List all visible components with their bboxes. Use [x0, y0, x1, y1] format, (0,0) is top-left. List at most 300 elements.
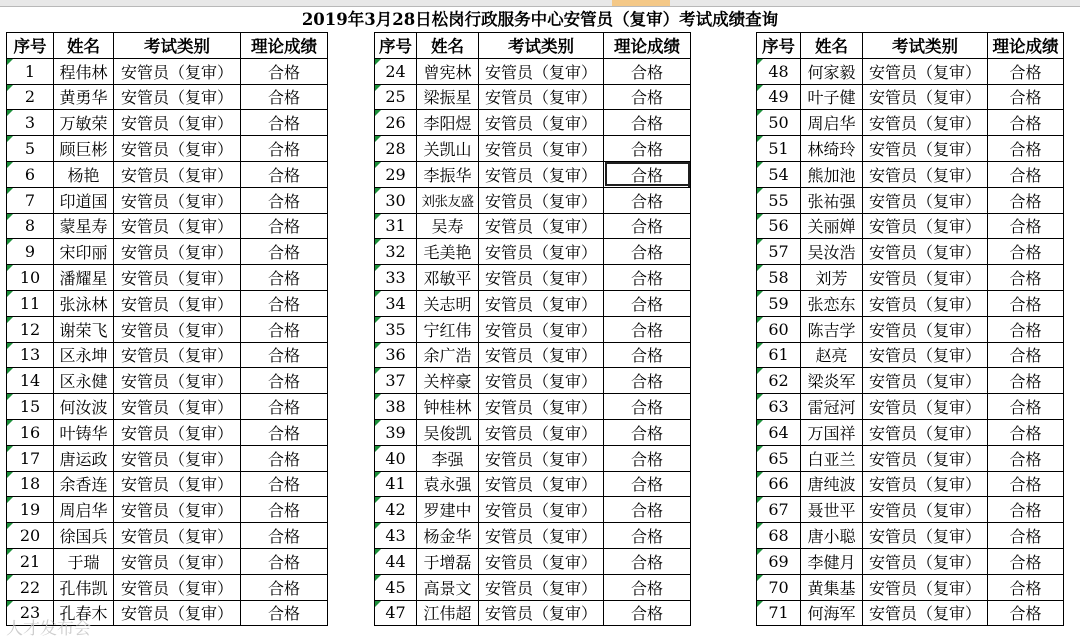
seq-cell[interactable]: 45: [375, 574, 417, 600]
score-cell[interactable]: 合格: [988, 342, 1064, 368]
seq-cell[interactable]: 60: [757, 316, 801, 342]
score-cell[interactable]: 合格: [988, 445, 1064, 471]
score-cell[interactable]: 合格: [241, 523, 328, 549]
category-cell[interactable]: 安管员（复审）: [479, 548, 604, 574]
category-cell[interactable]: 安管员（复审）: [479, 84, 604, 110]
seq-cell[interactable]: 22: [7, 574, 54, 600]
seq-cell[interactable]: 55: [757, 187, 801, 213]
score-cell[interactable]: 合格: [241, 548, 328, 574]
score-cell[interactable]: 合格: [988, 213, 1064, 239]
name-cell[interactable]: 邓敏平: [417, 265, 479, 291]
seq-cell[interactable]: 2: [7, 84, 54, 110]
category-cell[interactable]: 安管员（复审）: [114, 574, 241, 600]
table-row: [375, 497, 691, 523]
seq-cell[interactable]: 28: [375, 136, 417, 162]
name-cell[interactable]: 万敏荣: [54, 110, 114, 136]
seq-cell[interactable]: 59: [757, 290, 801, 316]
column-header[interactable]: 姓名: [417, 33, 479, 59]
category-cell[interactable]: 安管员（复审）: [114, 600, 241, 626]
name-cell[interactable]: 曾宪林: [417, 58, 479, 84]
name-cell[interactable]: 于增磊: [417, 548, 479, 574]
category-cell[interactable]: 安管员（复审）: [479, 368, 604, 394]
seq-cell[interactable]: 37: [375, 368, 417, 394]
seq-cell[interactable]: 16: [7, 419, 54, 445]
seq-cell[interactable]: 54: [757, 161, 801, 187]
seq-cell[interactable]: 17: [7, 445, 54, 471]
name-cell[interactable]: 张祐强: [801, 187, 863, 213]
category-cell[interactable]: 安管员（复审）: [863, 394, 988, 420]
category-cell[interactable]: 安管员（复审）: [863, 110, 988, 136]
name-cell[interactable]: 李强: [417, 445, 479, 471]
score-cell[interactable]: 合格: [241, 316, 328, 342]
category-cell[interactable]: 安管员（复审）: [863, 574, 988, 600]
category-cell[interactable]: 安管员（复审）: [479, 239, 604, 265]
name-cell[interactable]: 罗建中: [417, 497, 479, 523]
category-cell[interactable]: 安管员（复审）: [114, 548, 241, 574]
name-cell[interactable]: 杨金华: [417, 523, 479, 549]
score-cell[interactable]: 合格: [988, 471, 1064, 497]
category-cell[interactable]: 安管员（复审）: [863, 239, 988, 265]
name-cell[interactable]: 余香连: [54, 471, 114, 497]
score-cell[interactable]: 合格: [241, 342, 328, 368]
category-cell[interactable]: 安管员（复审）: [863, 161, 988, 187]
score-cell[interactable]: 合格: [241, 419, 328, 445]
score-cell[interactable]: 合格: [604, 239, 691, 265]
category-cell[interactable]: 安管员（复审）: [863, 84, 988, 110]
name-cell[interactable]: 张恋东: [801, 290, 863, 316]
seq-cell[interactable]: 56: [757, 213, 801, 239]
name-cell[interactable]: 关志明: [417, 290, 479, 316]
seq-cell[interactable]: 33: [375, 265, 417, 291]
table-row: [375, 342, 691, 368]
name-cell[interactable]: 梁炎军: [801, 368, 863, 394]
name-cell[interactable]: 谢荣飞: [54, 316, 114, 342]
seq-cell[interactable]: 5: [7, 136, 54, 162]
category-cell[interactable]: 安管员（复审）: [479, 445, 604, 471]
name-cell[interactable]: 袁永强: [417, 471, 479, 497]
category-cell[interactable]: 安管员（复审）: [114, 523, 241, 549]
name-cell[interactable]: 钟桂林: [417, 394, 479, 420]
name-cell[interactable]: 蒙星寿: [54, 213, 114, 239]
column-header[interactable]: 考试类别: [863, 33, 988, 59]
category-cell[interactable]: 安管员（复审）: [114, 497, 241, 523]
score-cell[interactable]: 合格: [604, 497, 691, 523]
category-cell[interactable]: 安管员（复审）: [479, 265, 604, 291]
score-cell[interactable]: 合格: [988, 419, 1064, 445]
score-cell[interactable]: 合格: [988, 574, 1064, 600]
category-cell[interactable]: 安管员（复审）: [114, 342, 241, 368]
score-cell[interactable]: 合格: [988, 316, 1064, 342]
score-cell[interactable]: 合格: [241, 600, 328, 626]
score-cell[interactable]: 合格: [604, 136, 691, 162]
category-cell[interactable]: 安管员（复审）: [863, 523, 988, 549]
category-cell[interactable]: 安管员（复审）: [863, 419, 988, 445]
seq-cell[interactable]: 43: [375, 523, 417, 549]
seq-cell[interactable]: 39: [375, 419, 417, 445]
category-cell[interactable]: 安管员（复审）: [114, 394, 241, 420]
score-cell[interactable]: 合格: [604, 419, 691, 445]
score-cell[interactable]: 合格: [604, 58, 691, 84]
score-cell[interactable]: 合格: [241, 574, 328, 600]
category-cell[interactable]: 安管员（复审）: [479, 523, 604, 549]
seq-cell[interactable]: 35: [375, 316, 417, 342]
score-cell[interactable]: 合格: [241, 265, 328, 291]
name-cell[interactable]: 杨艳: [54, 161, 114, 187]
seq-cell[interactable]: 42: [375, 497, 417, 523]
score-cell[interactable]: 合格: [988, 265, 1064, 291]
score-cell[interactable]: 合格: [988, 497, 1064, 523]
column-header[interactable]: 序号: [375, 33, 417, 59]
score-cell[interactable]: 合格: [241, 58, 328, 84]
category-cell[interactable]: 安管员（复审）: [479, 213, 604, 239]
category-cell[interactable]: 安管员（复审）: [114, 316, 241, 342]
table-row: [7, 574, 328, 600]
seq-cell[interactable]: 48: [757, 58, 801, 84]
category-cell[interactable]: 安管员（复审）: [114, 110, 241, 136]
name-cell[interactable]: 区永坤: [54, 342, 114, 368]
seq-cell[interactable]: 12: [7, 316, 54, 342]
name-cell[interactable]: 潘耀星: [54, 265, 114, 291]
category-cell[interactable]: 安管员（复审）: [863, 497, 988, 523]
seq-cell[interactable]: 15: [7, 394, 54, 420]
column-header[interactable]: 姓名: [54, 33, 114, 59]
table-row: [757, 394, 1064, 420]
table-row: [375, 58, 691, 84]
score-cell[interactable]: 合格: [988, 110, 1064, 136]
name-cell[interactable]: 孔春木: [54, 600, 114, 626]
category-cell[interactable]: 安管员（复审）: [863, 136, 988, 162]
category-cell[interactable]: 安管员（复审）: [863, 471, 988, 497]
name-cell[interactable]: 毛美艳: [417, 239, 479, 265]
category-cell[interactable]: 安管员（复审）: [863, 58, 988, 84]
score-cell[interactable]: 合格: [604, 84, 691, 110]
table-row: [375, 110, 691, 136]
category-cell[interactable]: 安管员（复审）: [479, 574, 604, 600]
seq-cell[interactable]: 18: [7, 471, 54, 497]
category-cell[interactable]: 安管员（复审）: [863, 445, 988, 471]
score-cell[interactable]: 合格: [241, 394, 328, 420]
seq-cell[interactable]: 26: [375, 110, 417, 136]
seq-cell[interactable]: 41: [375, 471, 417, 497]
score-cell[interactable]: 合格: [604, 110, 691, 136]
category-cell[interactable]: 安管员（复审）: [479, 600, 604, 626]
seq-cell[interactable]: 40: [375, 445, 417, 471]
score-cell[interactable]: 合格: [604, 161, 691, 187]
name-cell[interactable]: 区永健: [54, 368, 114, 394]
name-cell[interactable]: 程伟林: [54, 58, 114, 84]
score-cell[interactable]: 合格: [988, 523, 1064, 549]
seq-cell[interactable]: 21: [7, 548, 54, 574]
name-cell[interactable]: 赵亮: [801, 342, 863, 368]
score-cell[interactable]: 合格: [604, 548, 691, 574]
score-cell[interactable]: 合格: [604, 394, 691, 420]
score-cell[interactable]: 合格: [241, 239, 328, 265]
name-cell[interactable]: 宁红伟: [417, 316, 479, 342]
score-cell[interactable]: 合格: [604, 471, 691, 497]
score-cell[interactable]: 合格: [241, 84, 328, 110]
category-cell[interactable]: 安管员（复审）: [114, 419, 241, 445]
name-cell[interactable]: 江伟超: [417, 600, 479, 626]
column-header[interactable]: 序号: [757, 33, 801, 59]
category-cell[interactable]: 安管员（复审）: [479, 419, 604, 445]
category-cell[interactable]: 安管员（复审）: [114, 58, 241, 84]
score-cell[interactable]: 合格: [241, 213, 328, 239]
table-row: [7, 497, 328, 523]
table-row: [375, 161, 691, 187]
name-cell[interactable]: 顾巨彬: [54, 136, 114, 162]
score-cell[interactable]: 合格: [988, 368, 1064, 394]
name-cell[interactable]: 吴汝浩: [801, 239, 863, 265]
seq-cell[interactable]: 58: [757, 265, 801, 291]
seq-cell[interactable]: 64: [757, 419, 801, 445]
category-cell[interactable]: 安管员（复审）: [114, 136, 241, 162]
name-cell[interactable]: 万国祥: [801, 419, 863, 445]
seq-cell[interactable]: 68: [757, 523, 801, 549]
seq-cell[interactable]: 38: [375, 394, 417, 420]
name-cell[interactable]: 孔伟凯: [54, 574, 114, 600]
category-cell[interactable]: 安管员（复审）: [114, 290, 241, 316]
score-cell[interactable]: 合格: [988, 58, 1064, 84]
name-cell[interactable]: 印道国: [54, 187, 114, 213]
score-cell[interactable]: 合格: [604, 342, 691, 368]
seq-cell[interactable]: 30: [375, 187, 417, 213]
seq-cell[interactable]: 69: [757, 548, 801, 574]
seq-cell[interactable]: 25: [375, 84, 417, 110]
category-cell[interactable]: 安管员（复审）: [114, 265, 241, 291]
category-cell[interactable]: 安管员（复审）: [479, 342, 604, 368]
seq-cell[interactable]: 10: [7, 265, 54, 291]
score-cell[interactable]: 合格: [604, 316, 691, 342]
score-cell[interactable]: 合格: [604, 445, 691, 471]
name-cell[interactable]: 叶铸华: [54, 419, 114, 445]
table-row: [757, 368, 1064, 394]
score-cell[interactable]: 合格: [241, 187, 328, 213]
seq-cell[interactable]: 19: [7, 497, 54, 523]
category-cell[interactable]: 安管员（复审）: [863, 187, 988, 213]
score-cell[interactable]: 合格: [241, 161, 328, 187]
score-cell[interactable]: 合格: [988, 187, 1064, 213]
seq-cell[interactable]: 24: [375, 58, 417, 84]
table-row: [757, 419, 1064, 445]
score-cell[interactable]: 合格: [988, 161, 1064, 187]
table-row: [7, 394, 328, 420]
seq-cell[interactable]: 14: [7, 368, 54, 394]
seq-cell[interactable]: 3: [7, 110, 54, 136]
category-cell[interactable]: 安管员（复审）: [479, 290, 604, 316]
seq-cell[interactable]: 57: [757, 239, 801, 265]
seq-cell[interactable]: 34: [375, 290, 417, 316]
seq-cell[interactable]: 13: [7, 342, 54, 368]
table-row: [375, 290, 691, 316]
name-cell[interactable]: 唐运政: [54, 445, 114, 471]
category-cell[interactable]: 安管员（复审）: [479, 58, 604, 84]
name-cell[interactable]: 余广浩: [417, 342, 479, 368]
name-cell[interactable]: 梁振星: [417, 84, 479, 110]
name-cell[interactable]: 关梓豪: [417, 368, 479, 394]
column-header[interactable]: 姓名: [801, 33, 863, 59]
seq-cell[interactable]: 20: [7, 523, 54, 549]
name-cell[interactable]: 雷冠河: [801, 394, 863, 420]
seq-cell[interactable]: 7: [7, 187, 54, 213]
score-cell[interactable]: 合格: [241, 471, 328, 497]
category-cell[interactable]: 安管员（复审）: [114, 239, 241, 265]
table-row: [757, 445, 1064, 471]
category-cell[interactable]: 安管员（复审）: [114, 161, 241, 187]
seq-cell[interactable]: 61: [757, 342, 801, 368]
seq-cell[interactable]: 9: [7, 239, 54, 265]
seq-cell[interactable]: 44: [375, 548, 417, 574]
seq-cell[interactable]: 63: [757, 394, 801, 420]
category-cell[interactable]: 安管员（复审）: [114, 368, 241, 394]
score-cell[interactable]: 合格: [988, 548, 1064, 574]
name-cell[interactable]: 叶子健: [801, 84, 863, 110]
score-cell[interactable]: 合格: [988, 136, 1064, 162]
score-cell[interactable]: 合格: [241, 136, 328, 162]
column-header[interactable]: 考试类别: [479, 33, 604, 59]
score-cell[interactable]: 合格: [241, 368, 328, 394]
score-cell[interactable]: 合格: [604, 574, 691, 600]
seq-cell[interactable]: 66: [757, 471, 801, 497]
name-cell[interactable]: 徐国兵: [54, 523, 114, 549]
seq-cell[interactable]: 32: [375, 239, 417, 265]
name-cell[interactable]: 吴俊凯: [417, 419, 479, 445]
seq-cell[interactable]: 51: [757, 136, 801, 162]
name-cell[interactable]: 林绮玲: [801, 136, 863, 162]
name-cell[interactable]: 周启华: [54, 497, 114, 523]
category-cell[interactable]: 安管员（复审）: [863, 600, 988, 626]
table-row: [7, 471, 328, 497]
category-cell[interactable]: 安管员（复审）: [114, 445, 241, 471]
name-cell[interactable]: 何海军: [801, 600, 863, 626]
seq-cell[interactable]: 70: [757, 574, 801, 600]
column-header[interactable]: 理论成绩: [241, 33, 328, 59]
category-cell[interactable]: 安管员（复审）: [479, 136, 604, 162]
name-cell[interactable]: 李振华: [417, 161, 479, 187]
name-cell[interactable]: 周启华: [801, 110, 863, 136]
seq-cell[interactable]: 31: [375, 213, 417, 239]
category-cell[interactable]: 安管员（复审）: [114, 84, 241, 110]
score-cell[interactable]: 合格: [241, 110, 328, 136]
name-cell[interactable]: 张泳林: [54, 290, 114, 316]
seq-cell[interactable]: 47: [375, 600, 417, 626]
selected-column-header: [612, 0, 670, 6]
score-cell[interactable]: 合格: [241, 445, 328, 471]
seq-cell[interactable]: 6: [7, 161, 54, 187]
seq-cell[interactable]: 49: [757, 84, 801, 110]
score-cell[interactable]: 合格: [604, 290, 691, 316]
category-cell[interactable]: 安管员（复审）: [479, 497, 604, 523]
seq-cell[interactable]: 36: [375, 342, 417, 368]
score-cell[interactable]: 合格: [988, 290, 1064, 316]
score-cell[interactable]: 合格: [604, 213, 691, 239]
score-cell[interactable]: 合格: [604, 265, 691, 291]
name-cell[interactable]: 何汝波: [54, 394, 114, 420]
name-cell[interactable]: 刘张友盛: [417, 187, 479, 213]
score-cell[interactable]: 合格: [241, 497, 328, 523]
name-cell[interactable]: 关凯山: [417, 136, 479, 162]
category-cell[interactable]: 安管员（复审）: [114, 187, 241, 213]
seq-cell[interactable]: 8: [7, 213, 54, 239]
table-row: [7, 523, 328, 549]
name-cell[interactable]: 黄集基: [801, 574, 863, 600]
category-cell[interactable]: 安管员（复审）: [479, 471, 604, 497]
name-cell[interactable]: 关丽婵: [801, 213, 863, 239]
category-cell[interactable]: 安管员（复审）: [863, 290, 988, 316]
seq-cell[interactable]: 1: [7, 58, 54, 84]
seq-cell[interactable]: 23: [7, 600, 54, 626]
category-cell[interactable]: 安管员（复审）: [479, 316, 604, 342]
name-cell[interactable]: 熊加池: [801, 161, 863, 187]
name-cell[interactable]: 高景文: [417, 574, 479, 600]
name-cell[interactable]: 黄勇华: [54, 84, 114, 110]
category-cell[interactable]: 安管员（复审）: [114, 213, 241, 239]
category-cell[interactable]: 安管员（复审）: [114, 471, 241, 497]
score-cell[interactable]: 合格: [604, 187, 691, 213]
seq-cell[interactable]: 62: [757, 368, 801, 394]
column-header[interactable]: 理论成绩: [988, 33, 1064, 59]
score-cell[interactable]: 合格: [241, 290, 328, 316]
score-cell[interactable]: 合格: [604, 600, 691, 626]
name-cell[interactable]: 聂世平: [801, 497, 863, 523]
results-block-1: [6, 32, 328, 626]
seq-cell[interactable]: 71: [757, 600, 801, 626]
score-cell[interactable]: 合格: [604, 523, 691, 549]
name-cell[interactable]: 李健月: [801, 548, 863, 574]
name-cell[interactable]: 唐纯波: [801, 471, 863, 497]
category-cell[interactable]: 安管员（复审）: [479, 161, 604, 187]
name-cell[interactable]: 唐小聪: [801, 523, 863, 549]
category-cell[interactable]: 安管员（复审）: [479, 394, 604, 420]
name-cell[interactable]: 于瑞: [54, 548, 114, 574]
score-cell[interactable]: 合格: [988, 394, 1064, 420]
results-block-3: [756, 32, 1064, 626]
category-cell[interactable]: 安管员（复审）: [479, 110, 604, 136]
score-cell[interactable]: 合格: [988, 239, 1064, 265]
score-cell[interactable]: 合格: [604, 368, 691, 394]
name-cell[interactable]: 何家毅: [801, 58, 863, 84]
seq-cell[interactable]: 67: [757, 497, 801, 523]
seq-cell[interactable]: 11: [7, 290, 54, 316]
score-cell[interactable]: 合格: [988, 600, 1064, 626]
name-cell[interactable]: 李阳煜: [417, 110, 479, 136]
score-cell[interactable]: 合格: [988, 84, 1064, 110]
seq-cell[interactable]: 29: [375, 161, 417, 187]
name-cell[interactable]: 宋印丽: [54, 239, 114, 265]
table-row: [7, 84, 328, 110]
category-cell[interactable]: 安管员（复审）: [863, 265, 988, 291]
column-header[interactable]: 序号: [7, 33, 54, 59]
category-cell[interactable]: 安管员（复审）: [863, 316, 988, 342]
seq-cell[interactable]: 65: [757, 445, 801, 471]
name-cell[interactable]: 刘芳: [801, 265, 863, 291]
name-cell[interactable]: 白亚兰: [801, 445, 863, 471]
table-row: [757, 213, 1064, 239]
table-row: [375, 600, 691, 626]
seq-cell[interactable]: 50: [757, 110, 801, 136]
column-header-strip: [0, 0, 1080, 7]
category-cell[interactable]: 安管员（复审）: [863, 342, 988, 368]
name-cell[interactable]: 陈吉学: [801, 316, 863, 342]
table-row: [757, 290, 1064, 316]
category-cell[interactable]: 安管员（复审）: [863, 213, 988, 239]
table-row: [757, 136, 1064, 162]
category-cell[interactable]: 安管员（复审）: [863, 548, 988, 574]
category-cell[interactable]: 安管员（复审）: [863, 368, 988, 394]
column-header[interactable]: 理论成绩: [604, 33, 691, 59]
column-header[interactable]: 考试类别: [114, 33, 241, 59]
category-cell[interactable]: 安管员（复审）: [479, 187, 604, 213]
name-cell[interactable]: 吴寿: [417, 213, 479, 239]
